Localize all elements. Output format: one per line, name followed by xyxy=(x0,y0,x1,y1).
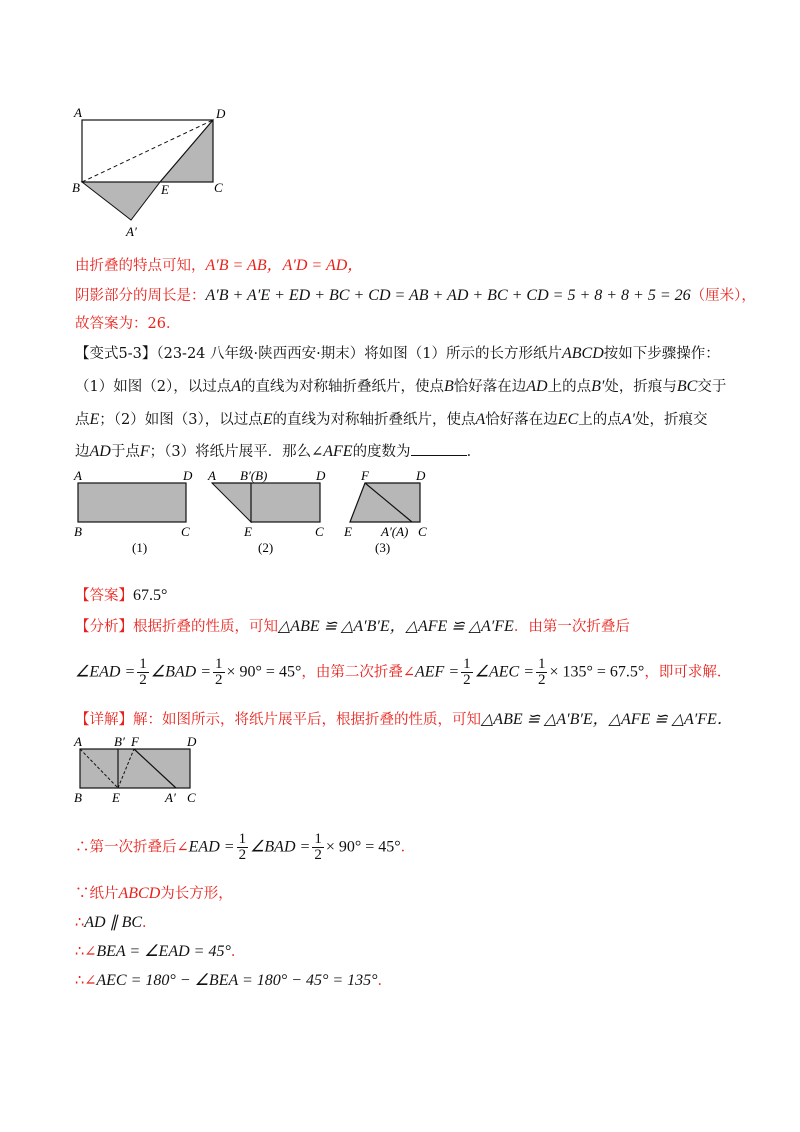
analysis-text: 根据折叠的性质，可知 xyxy=(133,619,278,635)
det-label-bprime: B′ xyxy=(114,734,125,749)
answer-tag: 【答案】 xyxy=(75,588,133,604)
v3-math-1: E xyxy=(89,411,100,428)
v4-text-4: 的度数为 xyxy=(352,444,411,460)
eq1-conclude: ，即可求解． xyxy=(644,664,732,681)
figure-detail xyxy=(68,732,208,806)
fraction-half-3: $\frac{1}{2}$ xyxy=(463,656,471,688)
figure-2 xyxy=(207,468,326,555)
v4-text-2: 于点 xyxy=(110,444,140,460)
eq1-lhs: ∠EAD = xyxy=(75,663,136,681)
fraction-half-6: $\frac{1}{2}$ xyxy=(314,831,322,863)
variant-abcd: ABCD xyxy=(561,345,604,362)
figure-1 xyxy=(73,468,193,555)
f2-label-d: D xyxy=(316,468,326,483)
step-1-text: ∴第一次折叠后∠ xyxy=(75,839,189,856)
v3-math-2: E xyxy=(262,411,273,428)
step-2-abcd: ABCD xyxy=(118,885,161,902)
v3-text-5: 上的点 xyxy=(578,412,622,428)
v2-text-1: （1）如图（2），以过点 xyxy=(75,379,232,395)
f1-label-c: C xyxy=(181,524,190,539)
answer-text-top: 故答案为：26． xyxy=(75,316,181,332)
v2-math-5: BC xyxy=(676,378,698,395)
v3-text-3: 的直线为对称轴折叠纸片，使点 xyxy=(272,412,476,428)
analysis-math: △ABE ≌ △A′B′E，△AFE ≌ △A′FE xyxy=(278,618,514,635)
variant-line-3 xyxy=(75,410,708,430)
variant-intro: （23-24 八年级·陕西西安·期末）将如图（1）所示的长方形纸片 xyxy=(156,346,562,362)
label-b: B xyxy=(72,180,80,195)
f2-label-e: E xyxy=(244,524,252,539)
variant-steps: 按如下步骤操作： xyxy=(603,346,720,362)
figure-3 xyxy=(343,468,427,555)
v4-math-1: AD xyxy=(89,443,111,460)
perimeter-math: A′B + A′E + ED + BC + CD = AB + AD + BC + CD = 5 + 8 + 8 + 5 = 26 xyxy=(205,287,691,304)
figure-row xyxy=(68,466,448,558)
perimeter-unit: （厘米）， xyxy=(690,288,756,304)
figure-fold-rectangle xyxy=(60,100,260,245)
step-5-therefore: ∴∠ xyxy=(75,973,97,989)
analysis-tag: 【分析】 xyxy=(75,619,133,635)
step-3-therefore: ∴ xyxy=(75,915,85,931)
detail-text: 解：如图所示，将纸片展平后，根据折叠的性质，可知 xyxy=(133,712,481,728)
v4-math-2: F xyxy=(139,443,150,460)
v4-text-1: 边 xyxy=(75,444,90,460)
detail-math: △ABE ≌ △A′B′E，△AFE ≌ △A′FE． xyxy=(481,711,733,728)
perimeter-line xyxy=(75,286,756,306)
variant-tag: 【变式5-3】 xyxy=(75,346,157,362)
v2-text-6: 交于 xyxy=(697,379,727,395)
step-2 xyxy=(75,884,233,904)
step-4-math: BEA = ∠EAD = 45° xyxy=(96,943,231,960)
det-label-e: E xyxy=(112,790,120,805)
v4-math-3: AFE xyxy=(323,443,353,460)
det-label-a: A xyxy=(74,734,82,749)
v2-text-3: 恰好落在边 xyxy=(453,379,527,395)
step-1-result: × 90° = 45° xyxy=(325,838,401,856)
det-label-b: B xyxy=(74,790,82,805)
f3-label-c: C xyxy=(418,524,427,539)
fraction-half-2: $\frac{1}{2}$ xyxy=(215,656,223,688)
detail-tag: 【详解】 xyxy=(75,712,133,728)
v3-text-6: 处，折痕交 xyxy=(635,412,708,428)
step-4-end: ． xyxy=(230,944,246,960)
fold-property-line xyxy=(75,256,363,276)
v2-text-4: 上的点 xyxy=(547,379,592,395)
answer-line xyxy=(75,586,167,606)
step-1-ead: EAD = xyxy=(188,838,235,856)
detail-line xyxy=(75,710,733,730)
eq1-result: × 90° = 45° xyxy=(226,663,302,681)
perimeter-label: 阴影部分的周长是： xyxy=(75,288,206,304)
eq1-aef: AEF = xyxy=(415,663,460,681)
label-d: D xyxy=(216,106,226,121)
answer-blank xyxy=(411,441,467,456)
f3-caption: (3) xyxy=(375,540,391,555)
f2-label-bprime: B′(B) xyxy=(240,468,268,483)
step-3-end: ． xyxy=(142,915,157,931)
det-label-f: F xyxy=(131,734,139,749)
step-1 xyxy=(75,832,415,863)
f3-label-f: F xyxy=(361,468,369,483)
v3-math-4: EC xyxy=(557,411,579,428)
det-label-aprime: A′ xyxy=(165,790,176,805)
eq1-aec: ∠AEC = xyxy=(474,663,534,681)
fraction-half-1: $\frac{1}{2}$ xyxy=(139,656,147,688)
label-a-prime: A′ xyxy=(126,224,137,239)
step-1-end: ． xyxy=(400,839,416,856)
label-c: C xyxy=(214,180,223,195)
f1-label-d: D xyxy=(183,468,193,483)
analysis-text-2: ．由第一次折叠后 xyxy=(513,619,630,635)
v3-text-4: 恰好落在边 xyxy=(485,412,558,428)
f2-label-a: A xyxy=(208,468,216,483)
step-2-text-2: 为长方形， xyxy=(160,886,233,902)
v2-math-1: A xyxy=(231,378,241,395)
step-5-end: ． xyxy=(377,973,393,989)
v4-text-5: ． xyxy=(466,444,482,460)
step-3-math: AD ∥ BC xyxy=(84,914,143,931)
det-label-c: C xyxy=(187,790,196,805)
step-5 xyxy=(75,971,392,991)
fold-property-math: A′B = AB，A′D = AD， xyxy=(205,257,364,274)
fraction-half-5: $\frac{1}{2}$ xyxy=(238,831,247,863)
f2-caption: (2) xyxy=(258,540,274,555)
v2-text-5: 处，折痕与 xyxy=(604,379,677,395)
shaded-triangle-bottom xyxy=(82,182,160,220)
det-label-d: D xyxy=(187,734,197,749)
eq1-result-2: × 135° = 67.5° xyxy=(549,663,645,681)
step-1-bad: ∠BAD = xyxy=(250,838,311,856)
variant-line-4 xyxy=(75,441,481,462)
answer-line-top xyxy=(75,314,180,334)
label-a: A xyxy=(74,105,82,120)
step-4 xyxy=(75,942,245,962)
f1-caption: (1) xyxy=(132,540,148,555)
v3-math-3: A xyxy=(475,411,486,428)
variant-line-2 xyxy=(75,377,726,397)
step-3 xyxy=(75,913,157,933)
answer-value: 67.5° xyxy=(133,587,168,604)
f2-label-c: C xyxy=(315,524,324,539)
v2-math-2: B xyxy=(443,378,454,395)
f3-label-aprime: A′(A) xyxy=(381,524,409,539)
v2-text-2: 的直线为对称轴折叠纸片，使点 xyxy=(240,379,444,395)
fraction-half-4: $\frac{1}{2}$ xyxy=(537,656,546,688)
eq1-second-fold: ，由第二次折叠∠ xyxy=(301,664,415,681)
f1-label-a: A xyxy=(74,468,82,483)
v3-math-5: A′ xyxy=(621,411,636,428)
v4-text-3: ；（3）将纸片展平．那么∠ xyxy=(149,444,324,460)
v3-text-1: 点 xyxy=(75,412,90,428)
analysis-line xyxy=(75,617,630,637)
analysis-equation xyxy=(75,657,731,688)
label-e: E xyxy=(161,182,169,197)
step-4-therefore: ∴∠ xyxy=(75,944,97,960)
f3-label-d: D xyxy=(416,468,426,483)
v3-text-2: ；（2）如图（3），以过点 xyxy=(99,412,263,428)
f1-label-b: B xyxy=(74,524,82,539)
fold-property-text: 由折叠的特点可知， xyxy=(75,258,206,274)
f3-label-e: E xyxy=(344,524,352,539)
variant-title xyxy=(75,344,720,364)
eq1-bad: ∠BAD = xyxy=(150,663,211,681)
step-2-text: ∵纸片 xyxy=(75,886,119,902)
v2-math-3: AD xyxy=(526,378,548,395)
v2-math-4: B′ xyxy=(591,378,605,395)
step-5-math: AEC = 180° − ∠BEA = 180° − 45° = 135° xyxy=(96,972,378,989)
